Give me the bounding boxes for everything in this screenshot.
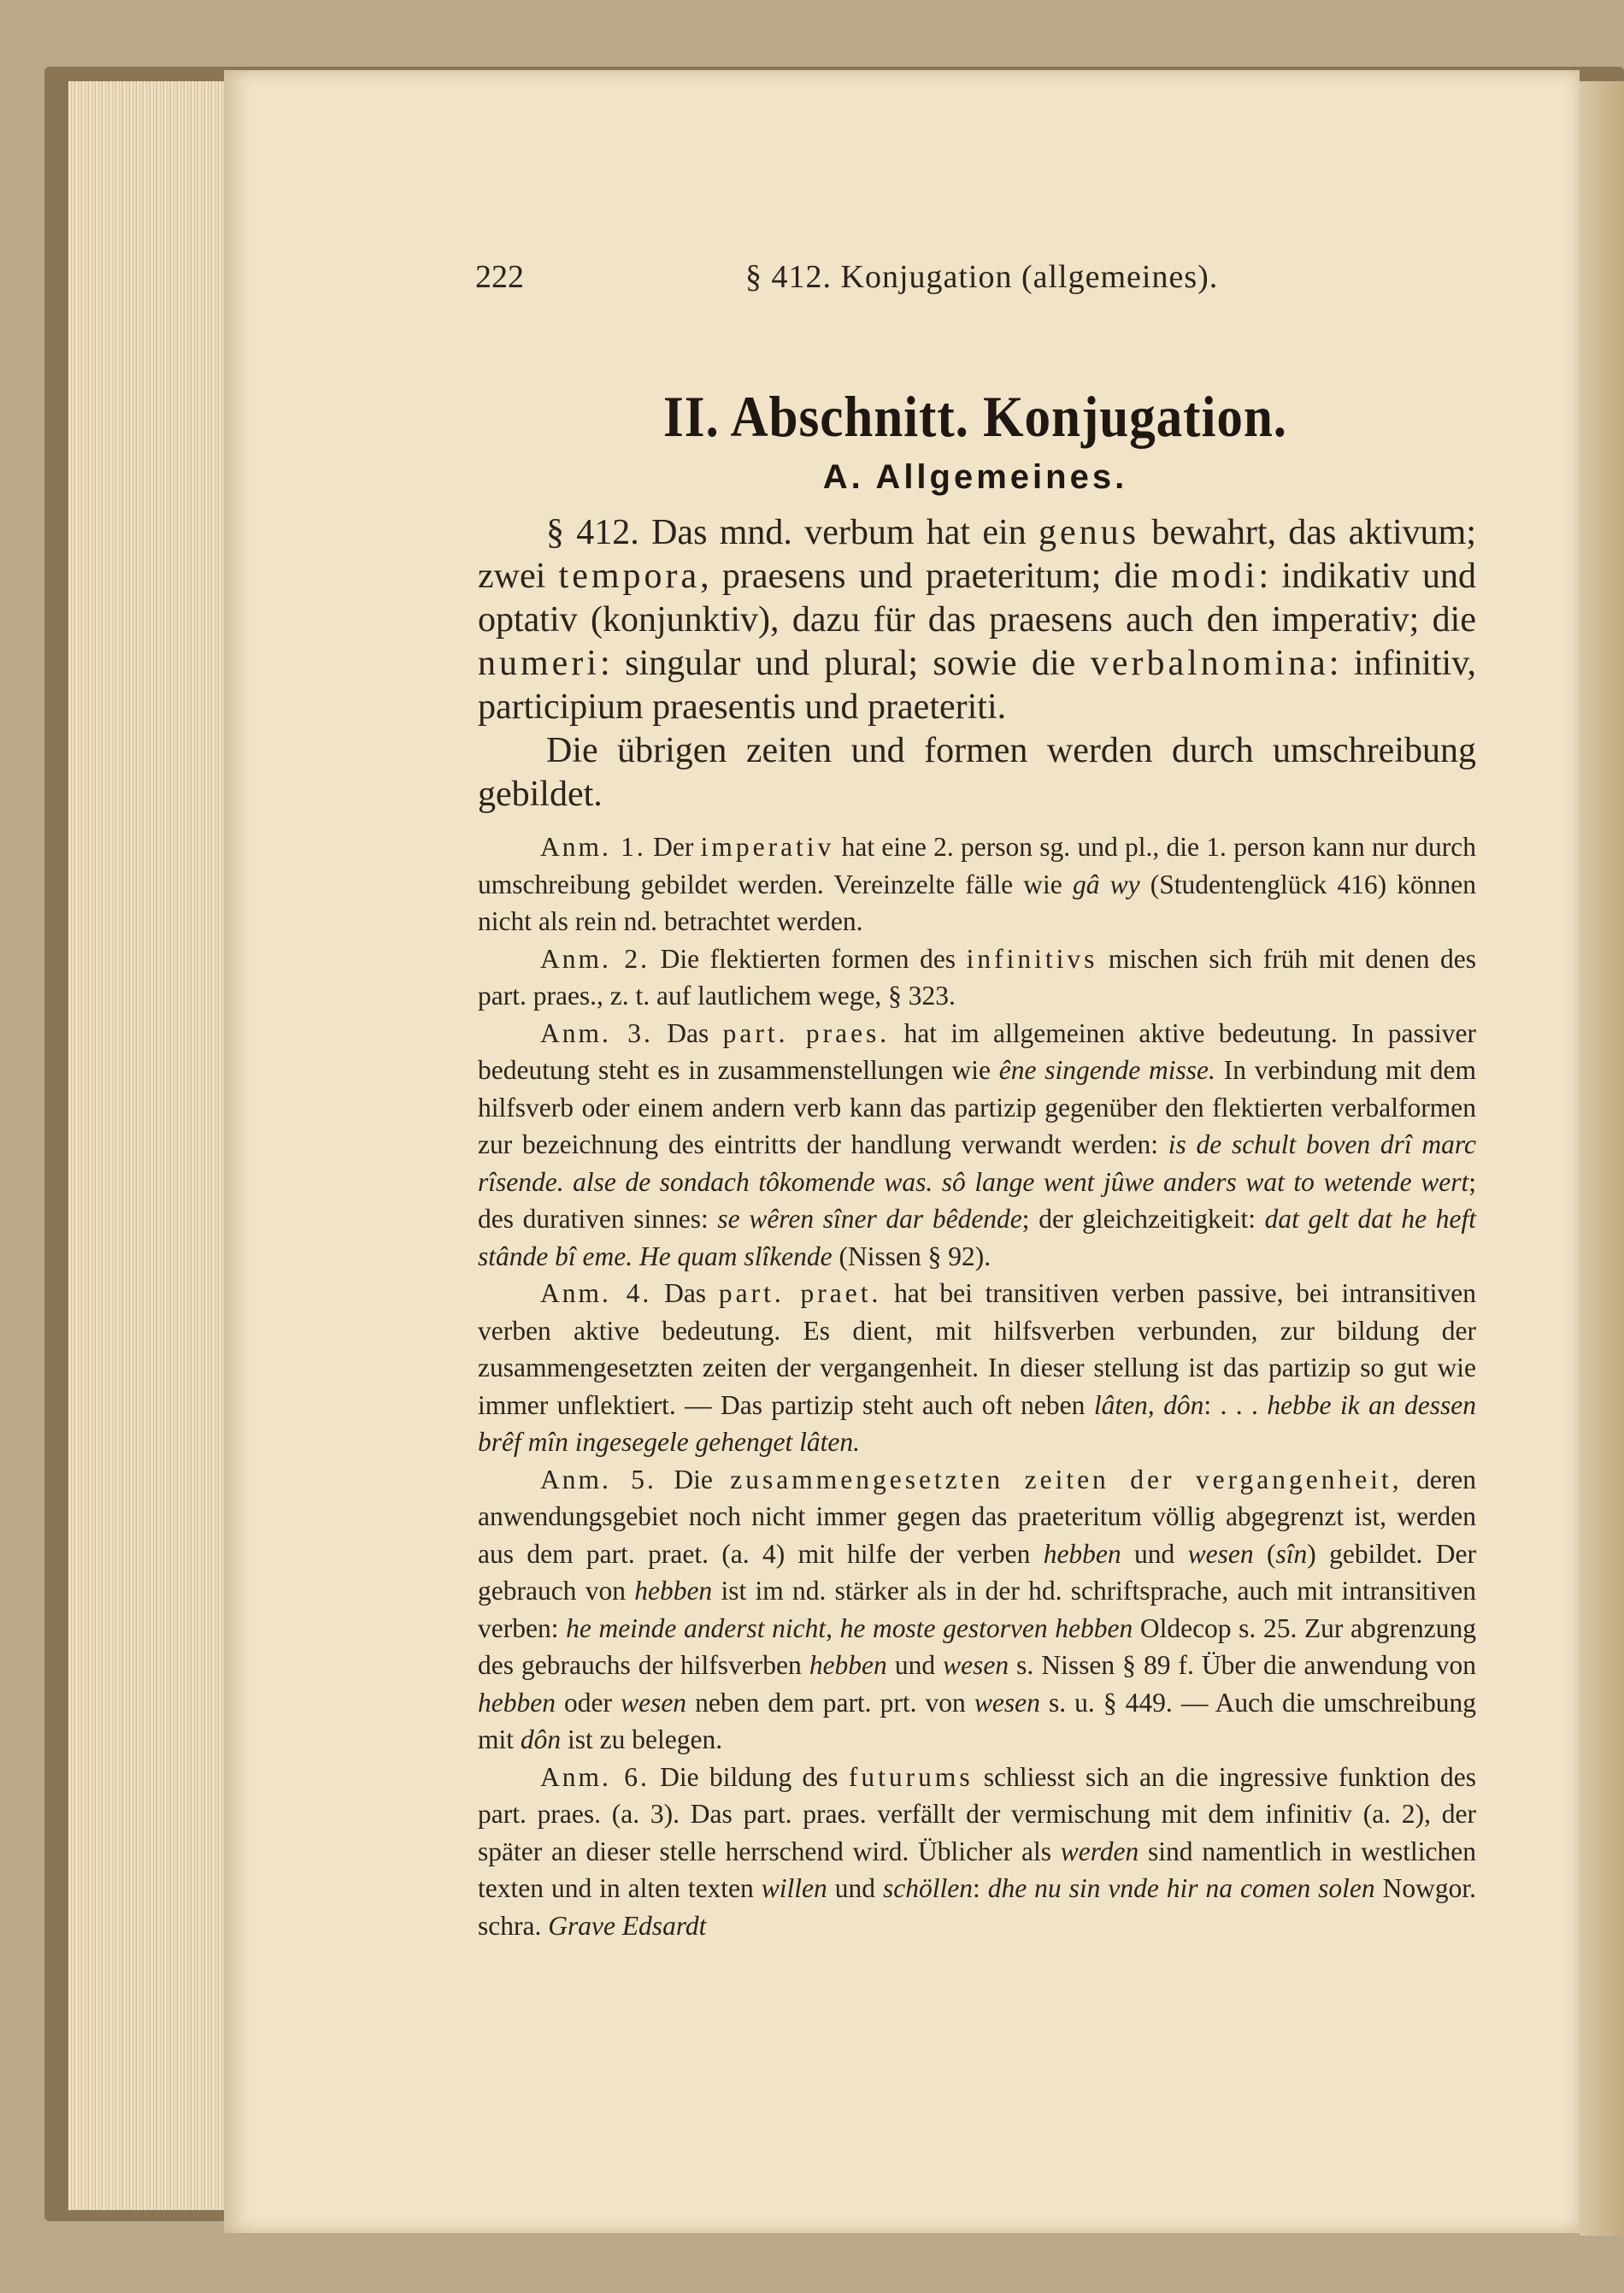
annotations [478, 828, 1476, 1944]
page-edges [68, 81, 239, 2210]
note-anm-2: Anm. 2. Die flektierten formen des infinitivs mischen sich früh mit denen des part. praes., z. t. auf lautlichem wege, § 323. [478, 943, 1477, 1011]
note-anm-4: Anm. 4. Das part. praet. hat bei transitiven verben passive, bei intransitiven verben aktive bedeutung. Es dient, mit hilfsverben verbunden, zur bildung der zusammengesetzten zeiten der vergangenheit. In dieser stellung ist das partizip so gut wie immer unflektiert. — Das partizip steht auch oft neben lâten, dôn: . . . hebbe ik an dessen brêf mîn ingesegele gehenget lâten. [478, 1278, 1477, 1457]
main-text [478, 511, 1476, 816]
chapter-title: II. Abschnitt. Konjugation. [663, 384, 1287, 449]
paragraph-412: § 412. Das mnd. verbum hat ein genus bewahrt, das aktivum; zwei tempora, praesens und praeteritum; die modi: indikativ und optativ (konjunktiv), dazu für das praesens auch den imperativ; die numeri: singular und plural; sowie die verbalnomina: infinitiv, participium praesentis und praeteriti. [478, 513, 1476, 727]
note-anm-5: Anm. 5. Die zusammengesetzten zeiten der vergangenheit, deren anwendungsgebiet noch nicht immer gegen das praeteritum völlig abgegrenzt ist, werden aus dem part. praet. (a. 4) mit hilfe der verben hebben und wesen (sîn) gebildet. Der gebrauch von hebben ist im nd. stärker als in der hd. schriftsprache, auch mit intransitiven verben: he meinde anderst nicht, he moste gestorven hebben Oldecop s. 25. Zur abgrenzung des gebrauchs der hilfsverben hebben und wesen s. Nissen § 89 f. Über die anwendung von hebben oder wesen neben dem part. prt. von wesen s. u. § 449. — Auch die umschreibung mit dôn ist zu belegen. [478, 1464, 1477, 1754]
section-title: A. Allgemeines. [822, 458, 1128, 496]
running-head [475, 258, 1475, 301]
running-title: § 412. Konjugation (allgemeines). [745, 259, 1219, 295]
page-body [478, 511, 1476, 1944]
page-number: 222 [475, 259, 524, 295]
note-anm-3: Anm. 3. Das part. praes. hat im allgemeinen aktive bedeutung. In passiver bedeutung steht es in zusammenstellungen wie êne singende misse. In verbindung mit dem hilfsverb oder einem andern verb kann das partizip gegenüber den flektierten verbalformen zur bezeichnung des eintritts der handlung verwandt werden: is de schult boven drî marc rîsende. alse de sondach tôkomende was. sô lange went jûwe anders wat to wetende wert; des durativen sinnes: se wêren sîner dar bêdende; der gleichzeitigkeit: dat gelt dat he heft stânde bî eme. He quam slîkende (Nissen § 92). [478, 1017, 1477, 1271]
note-anm-6: Anm. 6. Die bildung des futurums schliesst sich an die ingressive funktion des part. praes. (a. 3). Das part. praes. verfällt der vermischung mit dem infinitiv (a. 2), der später an dieser stelle herrschend wird. Üblicher als werden sind namentlich in westlichen texten und in alten texten willen und schöllen: dhe nu sin vnde hir na comen solen Nowgor. schra. Grave Edsardt [478, 1761, 1477, 1941]
paragraph-412-continuation: Die übrigen zeiten und formen werden durch umschreibung gebildet. [478, 731, 1476, 814]
note-anm-1: Anm. 1. Der imperativ hat eine 2. person sg. und pl., die 1. person kann nur durch umschreibung gebildet werden. Vereinzelte fälle wie gâ wy (Studentenglück 416) können nicht als rein nd. betrachtet werden. [478, 832, 1476, 936]
next-page-edge [1580, 81, 1624, 2236]
